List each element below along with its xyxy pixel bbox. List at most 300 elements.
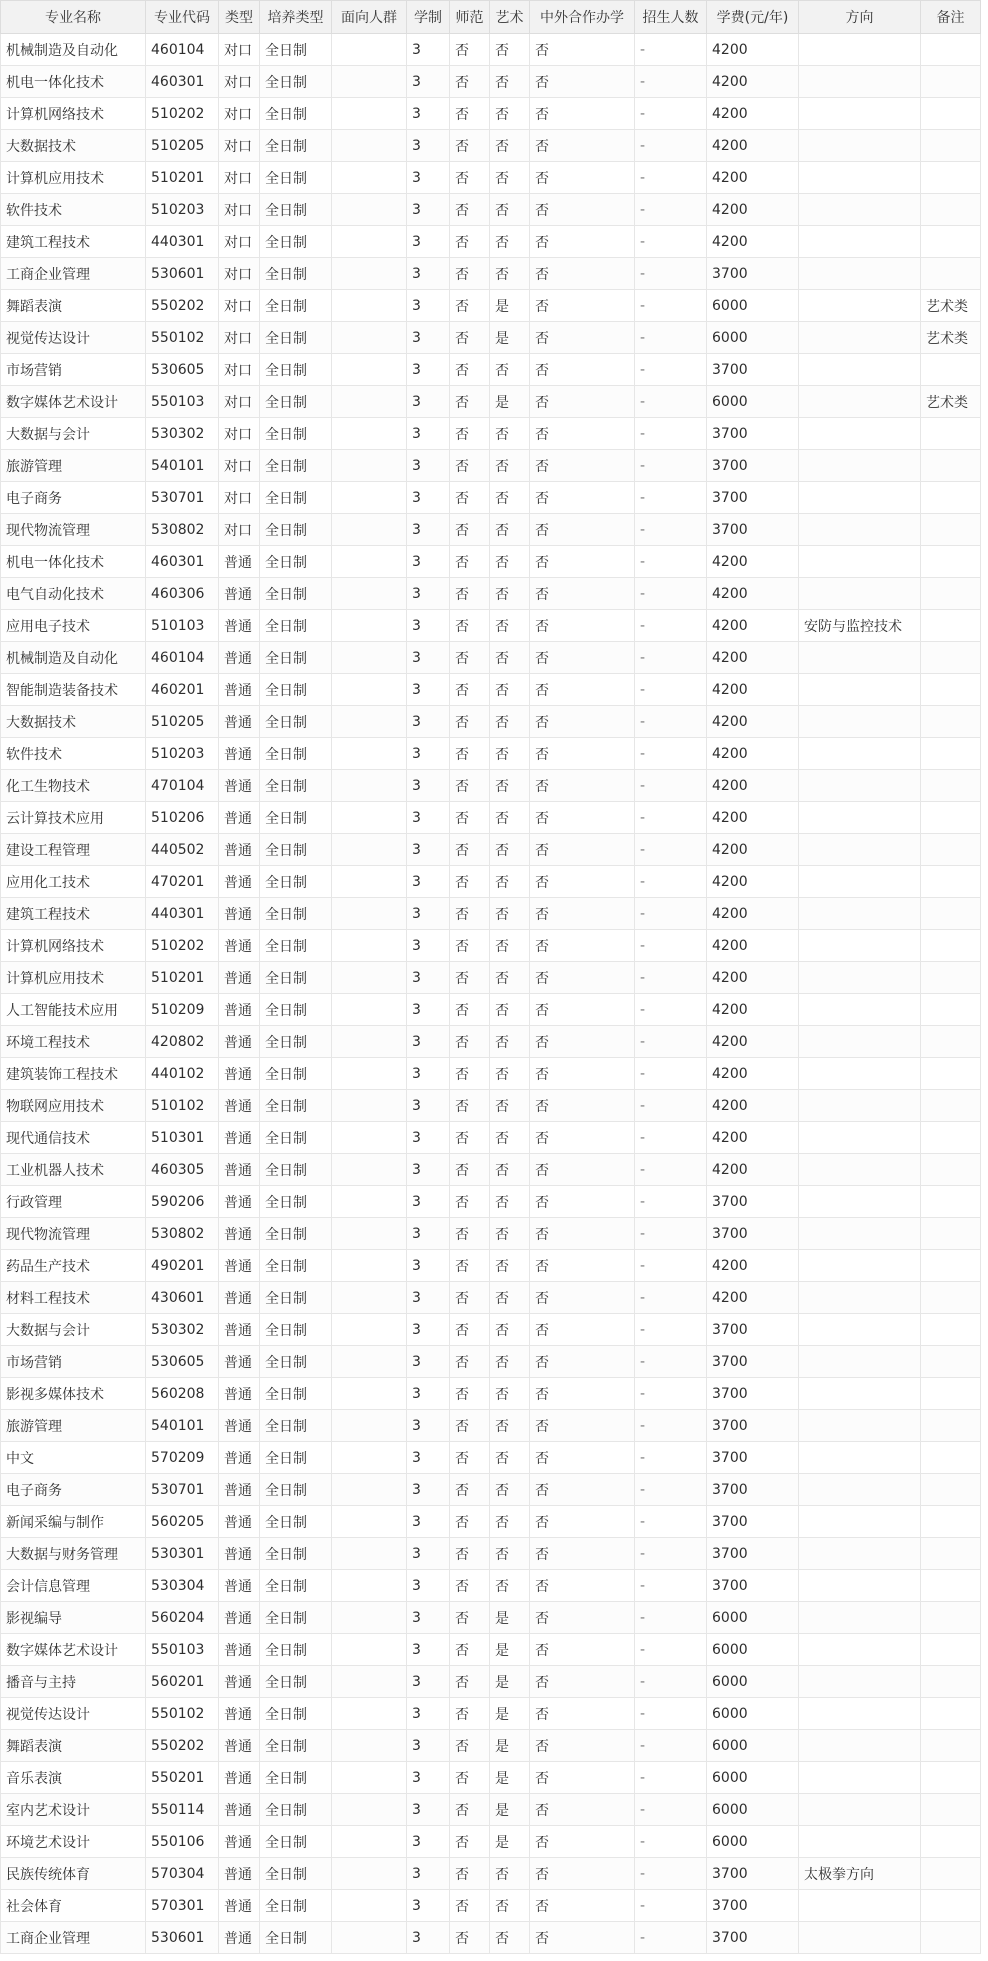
cell-art: 否 <box>490 1026 530 1058</box>
cell-note <box>921 1122 981 1154</box>
cell-type: 普通 <box>219 834 260 866</box>
cell-note <box>921 34 981 66</box>
cell-note <box>921 1090 981 1122</box>
cell-coop: 否 <box>530 1378 635 1410</box>
cell-audience <box>332 418 407 450</box>
header-note: 备注 <box>921 1 981 34</box>
cell-name: 影视编导 <box>1 1602 146 1634</box>
header-audience: 面向人群 <box>332 1 407 34</box>
cell-note <box>921 1698 981 1730</box>
cell-normal: 否 <box>450 290 490 322</box>
cell-fee: 4200 <box>707 162 799 194</box>
cell-name: 视觉传达设计 <box>1 1698 146 1730</box>
cell-type: 普通 <box>219 1666 260 1698</box>
cell-note <box>921 98 981 130</box>
cell-count: - <box>635 1218 707 1250</box>
cell-fee: 3700 <box>707 514 799 546</box>
table-row <box>1 706 981 738</box>
cell-name: 会计信息管理 <box>1 1570 146 1602</box>
cell-audience <box>332 162 407 194</box>
cell-code: 550202 <box>146 1730 219 1762</box>
cell-count: - <box>635 1314 707 1346</box>
cell-direction <box>799 738 921 770</box>
cell-audience <box>332 1058 407 1090</box>
cell-fee: 3700 <box>707 482 799 514</box>
cell-coop: 否 <box>530 514 635 546</box>
cell-note <box>921 1538 981 1570</box>
cell-name: 播音与主持 <box>1 1666 146 1698</box>
cell-type: 普通 <box>219 1442 260 1474</box>
cell-note <box>921 1602 981 1634</box>
table-row <box>1 1858 981 1890</box>
cell-name: 建设工程管理 <box>1 834 146 866</box>
table-body <box>1 34 981 1954</box>
cell-years: 3 <box>407 1890 450 1922</box>
cell-name: 软件技术 <box>1 738 146 770</box>
cell-study-mode: 全日制 <box>260 1570 332 1602</box>
cell-coop: 否 <box>530 898 635 930</box>
cell-note <box>921 1026 981 1058</box>
cell-fee: 3700 <box>707 1538 799 1570</box>
cell-fee: 3700 <box>707 1506 799 1538</box>
cell-count: - <box>635 1058 707 1090</box>
cell-code: 420802 <box>146 1026 219 1058</box>
cell-audience <box>332 1762 407 1794</box>
cell-fee: 3700 <box>707 1858 799 1890</box>
cell-years: 3 <box>407 98 450 130</box>
cell-fee: 3700 <box>707 1922 799 1954</box>
cell-study-mode: 全日制 <box>260 1218 332 1250</box>
cell-type: 普通 <box>219 674 260 706</box>
table-row <box>1 578 981 610</box>
cell-name: 新闻采编与制作 <box>1 1506 146 1538</box>
cell-name: 大数据技术 <box>1 706 146 738</box>
cell-type: 普通 <box>219 1090 260 1122</box>
cell-normal: 否 <box>450 898 490 930</box>
cell-name: 机械制造及自动化 <box>1 642 146 674</box>
cell-name: 中文 <box>1 1442 146 1474</box>
cell-normal: 否 <box>450 66 490 98</box>
cell-years: 3 <box>407 1634 450 1666</box>
cell-name: 现代通信技术 <box>1 1122 146 1154</box>
cell-name: 人工智能技术应用 <box>1 994 146 1026</box>
cell-years: 3 <box>407 738 450 770</box>
table-row <box>1 1314 981 1346</box>
cell-direction <box>799 1538 921 1570</box>
table-row <box>1 1538 981 1570</box>
cell-normal: 否 <box>450 1346 490 1378</box>
cell-study-mode: 全日制 <box>260 418 332 450</box>
cell-audience <box>332 386 407 418</box>
cell-name: 行政管理 <box>1 1186 146 1218</box>
cell-name: 机电一体化技术 <box>1 66 146 98</box>
cell-count: - <box>635 1538 707 1570</box>
cell-study-mode: 全日制 <box>260 1538 332 1570</box>
cell-count: - <box>635 866 707 898</box>
cell-study-mode: 全日制 <box>260 1154 332 1186</box>
cell-type: 普通 <box>219 1410 260 1442</box>
cell-code: 530301 <box>146 1538 219 1570</box>
table-row <box>1 322 981 354</box>
cell-type: 普通 <box>219 1858 260 1890</box>
cell-count: - <box>635 1250 707 1282</box>
cell-count: - <box>635 130 707 162</box>
cell-direction <box>799 1570 921 1602</box>
cell-note <box>921 1218 981 1250</box>
cell-years: 3 <box>407 930 450 962</box>
cell-audience <box>332 194 407 226</box>
cell-type: 普通 <box>219 642 260 674</box>
cell-fee: 3700 <box>707 1186 799 1218</box>
cell-note <box>921 930 981 962</box>
cell-count: - <box>635 802 707 834</box>
cell-direction <box>799 1026 921 1058</box>
cell-direction <box>799 98 921 130</box>
cell-code: 530601 <box>146 258 219 290</box>
cell-name: 旅游管理 <box>1 450 146 482</box>
cell-normal: 否 <box>450 674 490 706</box>
cell-study-mode: 全日制 <box>260 1058 332 1090</box>
cell-direction <box>799 1474 921 1506</box>
cell-note <box>921 1922 981 1954</box>
cell-normal: 否 <box>450 130 490 162</box>
cell-fee: 6000 <box>707 1698 799 1730</box>
cell-art: 是 <box>490 1794 530 1826</box>
cell-study-mode: 全日制 <box>260 898 332 930</box>
cell-code: 530701 <box>146 482 219 514</box>
cell-normal: 否 <box>450 1602 490 1634</box>
cell-audience <box>332 866 407 898</box>
cell-years: 3 <box>407 1730 450 1762</box>
cell-name: 环境艺术设计 <box>1 1826 146 1858</box>
cell-direction <box>799 834 921 866</box>
cell-fee: 4200 <box>707 866 799 898</box>
cell-art: 否 <box>490 994 530 1026</box>
cell-name: 材料工程技术 <box>1 1282 146 1314</box>
cell-art: 否 <box>490 482 530 514</box>
cell-audience <box>332 1442 407 1474</box>
cell-code: 490201 <box>146 1250 219 1282</box>
cell-normal: 否 <box>450 482 490 514</box>
cell-audience <box>332 1570 407 1602</box>
cell-coop: 否 <box>530 34 635 66</box>
cell-study-mode: 全日制 <box>260 1698 332 1730</box>
cell-type: 对口 <box>219 450 260 482</box>
cell-years: 3 <box>407 866 450 898</box>
cell-coop: 否 <box>530 258 635 290</box>
cell-type: 普通 <box>219 1698 260 1730</box>
cell-note <box>921 546 981 578</box>
cell-note <box>921 514 981 546</box>
cell-coop: 否 <box>530 866 635 898</box>
cell-years: 3 <box>407 1378 450 1410</box>
header-direction: 方向 <box>799 1 921 34</box>
cell-name: 大数据与会计 <box>1 418 146 450</box>
cell-audience <box>332 1346 407 1378</box>
cell-years: 3 <box>407 290 450 322</box>
cell-code: 560201 <box>146 1666 219 1698</box>
cell-study-mode: 全日制 <box>260 610 332 642</box>
cell-audience <box>332 1826 407 1858</box>
header-count: 招生人数 <box>635 1 707 34</box>
cell-normal: 否 <box>450 1506 490 1538</box>
cell-art: 否 <box>490 1122 530 1154</box>
cell-type: 对口 <box>219 418 260 450</box>
cell-note <box>921 66 981 98</box>
cell-normal: 否 <box>450 1282 490 1314</box>
table-row <box>1 994 981 1026</box>
cell-years: 3 <box>407 1282 450 1314</box>
cell-art: 否 <box>490 738 530 770</box>
cell-direction <box>799 1186 921 1218</box>
cell-fee: 3700 <box>707 1378 799 1410</box>
cell-coop: 否 <box>530 1730 635 1762</box>
table-row <box>1 1410 981 1442</box>
cell-direction <box>799 1410 921 1442</box>
cell-name: 影视多媒体技术 <box>1 1378 146 1410</box>
cell-name: 市场营销 <box>1 354 146 386</box>
cell-study-mode: 全日制 <box>260 1506 332 1538</box>
cell-type: 普通 <box>219 1218 260 1250</box>
cell-years: 3 <box>407 418 450 450</box>
cell-coop: 否 <box>530 98 635 130</box>
cell-normal: 否 <box>450 1186 490 1218</box>
cell-note <box>921 994 981 1026</box>
cell-code: 460201 <box>146 674 219 706</box>
cell-code: 460305 <box>146 1154 219 1186</box>
cell-coop: 否 <box>530 226 635 258</box>
cell-art: 是 <box>490 1698 530 1730</box>
cell-years: 3 <box>407 1602 450 1634</box>
cell-count: - <box>635 66 707 98</box>
cell-direction <box>799 1218 921 1250</box>
cell-name: 大数据与会计 <box>1 1314 146 1346</box>
table-row <box>1 738 981 770</box>
cell-study-mode: 全日制 <box>260 1250 332 1282</box>
table-row <box>1 98 981 130</box>
cell-art: 否 <box>490 610 530 642</box>
cell-normal: 否 <box>450 578 490 610</box>
cell-type: 普通 <box>219 962 260 994</box>
cell-code: 560204 <box>146 1602 219 1634</box>
cell-count: - <box>635 1890 707 1922</box>
cell-coop: 否 <box>530 1122 635 1154</box>
cell-coop: 否 <box>530 1698 635 1730</box>
cell-audience <box>332 1186 407 1218</box>
cell-art: 否 <box>490 642 530 674</box>
cell-audience <box>332 1378 407 1410</box>
cell-coop: 否 <box>530 1858 635 1890</box>
cell-study-mode: 全日制 <box>260 1026 332 1058</box>
cell-coop: 否 <box>530 1570 635 1602</box>
table-row <box>1 34 981 66</box>
cell-fee: 4200 <box>707 674 799 706</box>
cell-art: 否 <box>490 1474 530 1506</box>
cell-fee: 4200 <box>707 1154 799 1186</box>
cell-direction <box>799 994 921 1026</box>
cell-fee: 4200 <box>707 66 799 98</box>
cell-count: - <box>635 962 707 994</box>
cell-name: 民族传统体育 <box>1 1858 146 1890</box>
table-row <box>1 1122 981 1154</box>
cell-direction <box>799 1794 921 1826</box>
cell-study-mode: 全日制 <box>260 1890 332 1922</box>
cell-type: 对口 <box>219 258 260 290</box>
cell-name: 现代物流管理 <box>1 514 146 546</box>
cell-normal: 否 <box>450 1378 490 1410</box>
cell-normal: 否 <box>450 450 490 482</box>
cell-count: - <box>635 418 707 450</box>
cell-normal: 否 <box>450 642 490 674</box>
cell-code: 570301 <box>146 1890 219 1922</box>
cell-normal: 否 <box>450 98 490 130</box>
cell-count: - <box>635 1826 707 1858</box>
cell-art: 否 <box>490 1858 530 1890</box>
cell-fee: 3700 <box>707 450 799 482</box>
cell-count: - <box>635 1666 707 1698</box>
cell-audience <box>332 130 407 162</box>
cell-art: 是 <box>490 290 530 322</box>
cell-coop: 否 <box>530 738 635 770</box>
cell-code: 460301 <box>146 546 219 578</box>
cell-code: 550202 <box>146 290 219 322</box>
table-row <box>1 482 981 514</box>
cell-coop: 否 <box>530 1826 635 1858</box>
cell-audience <box>332 770 407 802</box>
table-row <box>1 1826 981 1858</box>
cell-direction <box>799 418 921 450</box>
cell-normal: 否 <box>450 1058 490 1090</box>
cell-count: - <box>635 1794 707 1826</box>
cell-count: - <box>635 1634 707 1666</box>
cell-direction <box>799 1346 921 1378</box>
cell-art: 否 <box>490 802 530 834</box>
cell-art: 否 <box>490 1218 530 1250</box>
cell-audience <box>332 1602 407 1634</box>
cell-study-mode: 全日制 <box>260 546 332 578</box>
cell-name: 旅游管理 <box>1 1410 146 1442</box>
cell-note <box>921 610 981 642</box>
cell-study-mode: 全日制 <box>260 1090 332 1122</box>
cell-coop: 否 <box>530 1250 635 1282</box>
cell-study-mode: 全日制 <box>260 194 332 226</box>
cell-type: 普通 <box>219 1186 260 1218</box>
cell-coop: 否 <box>530 642 635 674</box>
cell-direction <box>799 450 921 482</box>
table-row <box>1 1890 981 1922</box>
cell-years: 3 <box>407 130 450 162</box>
cell-count: - <box>635 1378 707 1410</box>
cell-type: 普通 <box>219 866 260 898</box>
cell-art: 是 <box>490 1666 530 1698</box>
cell-years: 3 <box>407 514 450 546</box>
cell-type: 普通 <box>219 1026 260 1058</box>
cell-note: 艺术类 <box>921 322 981 354</box>
cell-audience <box>332 962 407 994</box>
cell-note <box>921 1154 981 1186</box>
cell-years: 3 <box>407 1314 450 1346</box>
cell-code: 510201 <box>146 162 219 194</box>
cell-coop: 否 <box>530 1314 635 1346</box>
cell-type: 普通 <box>219 1122 260 1154</box>
cell-note <box>921 1634 981 1666</box>
cell-coop: 否 <box>530 770 635 802</box>
cell-years: 3 <box>407 802 450 834</box>
cell-count: - <box>635 770 707 802</box>
cell-years: 3 <box>407 1506 450 1538</box>
cell-coop: 否 <box>530 1762 635 1794</box>
cell-count: - <box>635 194 707 226</box>
cell-type: 普通 <box>219 610 260 642</box>
cell-normal: 否 <box>450 546 490 578</box>
cell-fee: 4200 <box>707 642 799 674</box>
cell-note <box>921 1186 981 1218</box>
cell-name: 室内艺术设计 <box>1 1794 146 1826</box>
cell-years: 3 <box>407 1250 450 1282</box>
cell-audience <box>332 706 407 738</box>
cell-audience <box>332 1474 407 1506</box>
cell-coop: 否 <box>530 386 635 418</box>
cell-art: 否 <box>490 770 530 802</box>
table-row <box>1 130 981 162</box>
cell-code: 530701 <box>146 1474 219 1506</box>
cell-code: 510203 <box>146 194 219 226</box>
cell-study-mode: 全日制 <box>260 930 332 962</box>
cell-normal: 否 <box>450 610 490 642</box>
cell-years: 3 <box>407 1026 450 1058</box>
cell-note <box>921 1058 981 1090</box>
cell-count: - <box>635 642 707 674</box>
cell-direction <box>799 578 921 610</box>
cell-note <box>921 578 981 610</box>
cell-years: 3 <box>407 194 450 226</box>
cell-coop: 否 <box>530 1218 635 1250</box>
cell-type: 普通 <box>219 1154 260 1186</box>
cell-name: 舞蹈表演 <box>1 1730 146 1762</box>
cell-study-mode: 全日制 <box>260 994 332 1026</box>
cell-study-mode: 全日制 <box>260 1602 332 1634</box>
cell-type: 普通 <box>219 1826 260 1858</box>
cell-audience <box>332 1410 407 1442</box>
cell-code: 530601 <box>146 1922 219 1954</box>
cell-study-mode: 全日制 <box>260 1474 332 1506</box>
cell-normal: 否 <box>450 1762 490 1794</box>
cell-note <box>921 1570 981 1602</box>
cell-name: 现代物流管理 <box>1 1218 146 1250</box>
cell-audience <box>332 834 407 866</box>
cell-art: 否 <box>490 1058 530 1090</box>
cell-normal: 否 <box>450 1858 490 1890</box>
cell-years: 3 <box>407 1666 450 1698</box>
cell-code: 530605 <box>146 354 219 386</box>
cell-name: 机械制造及自动化 <box>1 34 146 66</box>
cell-code: 510103 <box>146 610 219 642</box>
cell-years: 3 <box>407 1570 450 1602</box>
cell-coop: 否 <box>530 162 635 194</box>
cell-years: 3 <box>407 162 450 194</box>
cell-direction <box>799 546 921 578</box>
cell-years: 3 <box>407 322 450 354</box>
cell-art: 否 <box>490 418 530 450</box>
cell-code: 510205 <box>146 706 219 738</box>
cell-name: 计算机网络技术 <box>1 930 146 962</box>
table-row <box>1 66 981 98</box>
cell-audience <box>332 1922 407 1954</box>
cell-coop: 否 <box>530 1634 635 1666</box>
cell-audience <box>332 290 407 322</box>
cell-type: 普通 <box>219 578 260 610</box>
cell-code: 470201 <box>146 866 219 898</box>
